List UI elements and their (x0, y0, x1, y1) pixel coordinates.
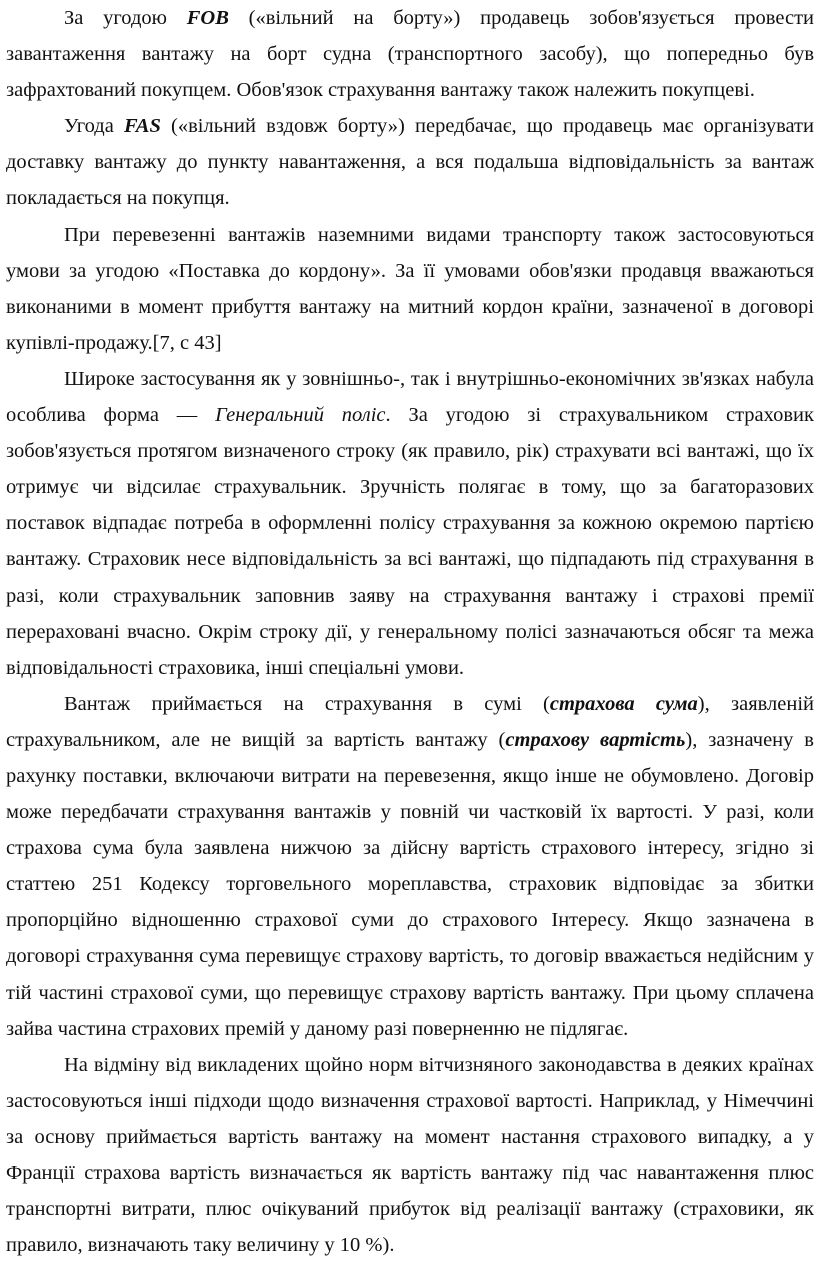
paragraph-text: Угода (64, 115, 124, 138)
term-insured-sum: страхова сума (549, 692, 698, 715)
paragraph-text: Широке застосування як у зовнішньо-, так і внутрішньо-економічних зв'язках набула особлива форма — (6, 367, 814, 427)
paragraph-text: («вільний на борту») продавець зобов'язується провести завантаження вантажу на борт судна (транспортного засобу), що попередньо був зафрахтований покупцем. Обов'язок страхування вантажу також належить покупцеві. (6, 7, 815, 102)
paragraph-text: ), зазначену в рахунку поставки, включаючи витрати на перевезення, якщо інше не обумовлено. Договір може передбачати страхування вантажів у повній чи частковій їх вартості. У разі, коли страхова сума була заявлена нижчою за дійсну вартість страхового інтересу, згідно зі статтею 251 Кодексу торговельного мореплавства, страховик відповідає за збитки пропорційно відношенню страхової суми до страхового Інтересу. Якщо зазначена в договорі страхування сума перевищує страхову вартість, то договір вважається недійсним у тій частині страхової суми, що перевищує страхову вартість вантажу. При цьому сплачена зайва частина страхових премій у даному разі поверненню не підлягає. (6, 728, 814, 1040)
term-insured-value: страхову вартість (505, 728, 686, 751)
paragraph-text: ), заявленій страхувальником, але не вищій за вартість вантажу ( (6, 692, 815, 751)
paragraph-fob (6, 0, 814, 108)
paragraph-insured-sum (6, 686, 814, 1047)
paragraph-foreign-practice (6, 1047, 814, 1264)
term-general-policy: Генеральний поліс (215, 404, 386, 427)
term-fob: FOB (186, 7, 229, 29)
paragraph-text: («вільний вздовж борту») передбачає, що продавець має організувати доставку вантажу до пункту навантаження, а вся подальша відповідальність за вантаж покладається на покупця. (6, 115, 814, 210)
paragraph-general-policy (6, 361, 814, 686)
paragraph-border-delivery (6, 217, 814, 361)
term-fas: FAS (123, 115, 161, 138)
paragraph-text: На відміну від викладених щойно норм вітчизняного законодавства в деяких країнах застосовуються інші підходи щодо визначення страхової вартості. Наприклад, у Німеччині за основу приймається вартість вантажу на момент настання страхового випадку, а у Франції страхова вартість визначається як вартість вантажу під час навантаження плюс транспортні витрати, плюс очікуваний прибуток від реалізації вантажу (страховики, як правило, визначають таку величину у 10 %). (6, 1053, 814, 1257)
document-page (6, 0, 814, 1263)
paragraph-text: При перевезенні вантажів наземними видами транспорту також застосовуються умови за угодою «Поставка до кордону». За її умовами обов'язки продавця вважаються виконаними в момент прибуття вантажу на митний кордон країни, зазначеної в договорі купівлі-продажу.[7, с 43] (6, 223, 814, 354)
paragraph-text: . За угодою зі страхувальником страховик зобов'язується протягом визначеного строку (як правило, рік) страхувати всі вантажі, що їх отримує чи відсилає страхувальник. Зручність полягає в тому, що за багаторазових поставок відпадає потреба в оформленні полісу страхування за кожною окремою партією вантажу. Страховик несе відповідальність за всі вантажі, що підпадають під страхування в разі, коли страхувальник заповнив заяву на страхування вантажу і страхові премії перераховані вчасно. Окрім строку дії, у генеральному полісі зазначаються обсяг та межа відповідальності страховика, інші спеціальні умови. (6, 404, 814, 679)
paragraph-fas (6, 108, 814, 216)
paragraph-text: Вантаж приймається на страхування в сумі ( (64, 692, 550, 715)
paragraph-text: За угодою (64, 7, 187, 29)
